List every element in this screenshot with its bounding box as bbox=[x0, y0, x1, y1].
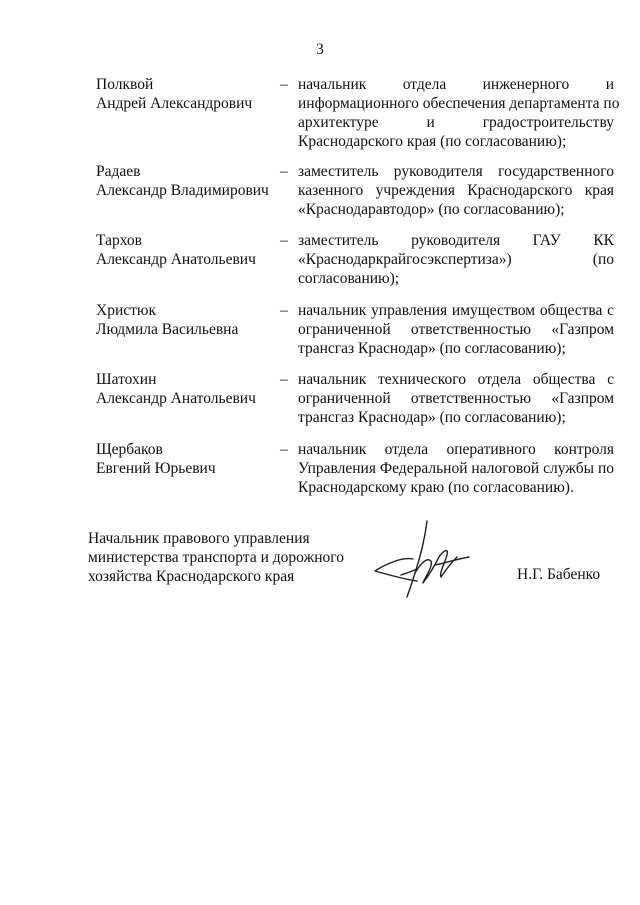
position-line: начальник технического отдела общества с bbox=[298, 371, 614, 388]
position-line: «Краснодаравтодор» (по согласованию); bbox=[298, 201, 565, 218]
position-line: трансгаз Краснодар» (по согласованию); bbox=[298, 409, 566, 426]
dash: – bbox=[280, 441, 288, 458]
member-surname: Шатохин bbox=[96, 371, 157, 388]
member-position bbox=[298, 440, 614, 497]
signatory-title-line: хозяйства Краснодарского края bbox=[88, 568, 295, 585]
member-given-names: Андрей Александрович bbox=[96, 95, 253, 112]
member-given-names: Александр Владимирович bbox=[96, 182, 269, 199]
signatory-title bbox=[88, 529, 368, 586]
member-name bbox=[96, 301, 276, 339]
position-line: ограниченной ответственностью «Газпром bbox=[298, 321, 614, 338]
member-entry bbox=[96, 75, 620, 150]
position-line: трансгаз Краснодар» (по согласованию); bbox=[298, 340, 566, 357]
position-line: «Краснодаркрайгосэкспертиза») (по bbox=[298, 251, 614, 268]
position-line: Краснодарского края (по согласованию); bbox=[298, 133, 567, 150]
member-position bbox=[298, 370, 614, 427]
position-line: Управления Федеральной налоговой службы по bbox=[298, 460, 614, 477]
signatory-title-line: министерства транспорта и дорожного bbox=[88, 549, 344, 566]
member-position bbox=[298, 301, 614, 358]
position-line: информационного обеспечения департамента по bbox=[298, 95, 620, 112]
member-name bbox=[96, 75, 276, 113]
position-line: согласованию); bbox=[298, 270, 400, 287]
dash: – bbox=[280, 163, 288, 180]
signatory-name: Н.Г. Бабенко bbox=[517, 566, 601, 583]
position-line: заместитель руководителя государственного bbox=[298, 163, 614, 180]
member-given-names: Александр Анатольевич bbox=[96, 251, 256, 268]
member-name bbox=[96, 231, 276, 269]
position-line: начальник управления имуществом общества с bbox=[298, 302, 614, 319]
member-entry bbox=[96, 440, 616, 500]
position-line: заместитель руководителя ГАУ КК bbox=[298, 232, 614, 249]
member-surname: Полквой bbox=[96, 76, 154, 93]
member-given-names: Александр Анатольевич bbox=[96, 390, 256, 407]
position-line: начальник отдела оперативного контроля bbox=[298, 441, 614, 458]
handwritten-signature bbox=[365, 517, 475, 607]
position-line: начальник отдела инженерного и bbox=[298, 76, 614, 93]
member-given-names: Евгений Юрьевич bbox=[96, 460, 216, 477]
position-line: казенного учреждения Краснодарского края bbox=[298, 182, 614, 199]
member-entry bbox=[96, 301, 616, 361]
position-line: Краснодарскому краю (по согласованию). bbox=[298, 479, 574, 496]
member-position bbox=[298, 231, 614, 288]
member-surname: Христюк bbox=[96, 302, 157, 319]
member-name bbox=[96, 370, 276, 408]
member-surname: Щербаков bbox=[96, 441, 163, 458]
member-position bbox=[298, 75, 620, 151]
member-entry bbox=[96, 162, 616, 222]
dash: – bbox=[280, 232, 288, 249]
member-position bbox=[298, 162, 614, 219]
member-given-names: Людмила Васильевна bbox=[96, 321, 239, 338]
page-number: 3 bbox=[316, 41, 324, 58]
member-name bbox=[96, 440, 276, 478]
member-surname: Радаев bbox=[96, 163, 141, 180]
position-line: архитектуре и градостроительству bbox=[298, 114, 614, 131]
member-entry bbox=[96, 370, 616, 430]
member-entry bbox=[96, 231, 616, 291]
member-surname: Тархов bbox=[96, 232, 142, 249]
signatory-title-line: Начальник правового управления bbox=[88, 530, 310, 547]
dash: – bbox=[280, 302, 288, 319]
position-line: ограниченной ответственностью «Газпром bbox=[298, 390, 614, 407]
dash: – bbox=[280, 76, 288, 93]
dash: – bbox=[280, 371, 288, 388]
member-name bbox=[96, 162, 276, 200]
